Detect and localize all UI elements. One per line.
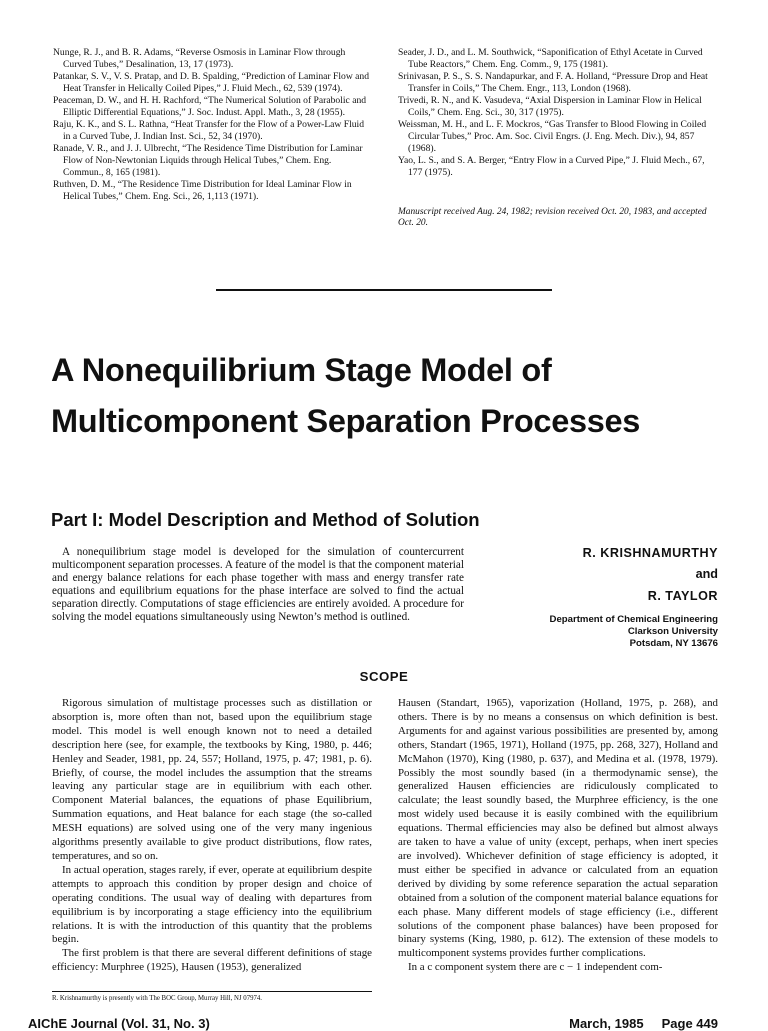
reference-entry: Raju, K. K., and S. L. Rathna, “Heat Transfer for the Flow of a Power-Law Fluid in a Curved Tube, J. Indian Inst. Sci., 52, 34 (1970). — [53, 119, 365, 142]
manuscript-note: Manuscript received Aug. 24, 1982; revision received Oct. 20, 1983, and accepted Oct. 20. — [398, 207, 707, 228]
reference-entry: Peaceman, D. W., and H. H. Rachford, “The Numerical Solution of Parabolic and Elliptic Differential Equations,” J. Soc. Indust. Appl. Math., 3, 28 (1955). — [53, 95, 367, 118]
reference-entry: Seader, J. D., and L. M. Southwick, “Saponification of Ethyl Acetate in Curved Tube Reactors,” Chem. Eng. Comm., 9, 175 (1981). — [398, 47, 703, 70]
references-left-column — [53, 47, 373, 203]
author-and: and — [695, 567, 718, 581]
paragraph: In a c component system there are c − 1 independent com- — [408, 961, 663, 974]
section-divider — [216, 289, 552, 291]
author-1: R. KRISHNAMURTHY — [582, 546, 718, 560]
reference-entry: Weissman, M. H., and L. F. Mockros, “Gas Transfer to Blood Flowing in Coiled Circular Tubes,” Proc. Am. Soc. Civil Engrs. (J. Eng. Mech. Div.), 94, 857 (1968). — [398, 119, 707, 154]
paragraph: In actual operation, stages rarely, if ever, operate at equilibrium despite attempts to approach this condition by proper design and choice of operating conditions. The usual way of dealing with departures from equilibrium is by incorporating a stage efficiency into the equilibrium relations. It is with the introduction of this quantity that the problems begin. — [52, 863, 372, 946]
abstract — [52, 546, 464, 624]
scope-right-column — [398, 697, 718, 975]
title-line-2: Multicomponent Separation Processes — [51, 403, 641, 439]
paragraph: Rigorous simulation of multistage processes such as distillation or absorption is, more often than not, based upon the equilibrium stage model. This model is well enough known not to need a detailed description here (see, for example, the textbooks by King, 1980, p. 446; Henley and Seader, 1981, pp. 24, 557; Holland, 1975, p. 47; 1981, p. 6). Briefly, of course, the model includes the assumption that the streams leaving any particular stage are in equilibrium with each other. Component Material balances, the equations of phase Equilibrium, Summation equations, and Heat balance for each stage (the so-called MESH equations) are solved using one of the very many ingenious algorithms presently available to give product distributions, flow rates, temperatures, and so on. — [52, 697, 372, 862]
footnote: R. Krishnamurthy is presently with The BOC Group, Murray Hill, NJ 07974. — [52, 995, 262, 1002]
scope-heading: SCOPE — [359, 669, 409, 684]
affiliation-university: Clarkson University — [627, 626, 718, 637]
title-line-1: A Nonequilibrium Stage Model of — [51, 352, 552, 388]
scope-left-column — [52, 697, 372, 975]
journal-footer: AIChE Journal (Vol. 31, No. 3) — [28, 1016, 210, 1031]
paragraph: Hausen (Standart, 1965), vaporization (Holland, 1975, p. 268), and others. There is by no means a consensus on which definition is best. Arguments for and against various possibilities are presented by, among others, Standart (1965, 1971), Holland (1975, pp. 268, 327), Holland and McMahon (1970), King (1980, p. 637), and Medina et al. (1978, 1979). Possibly the most soundly based (in a thermodynamic sense), the generalized Hausen efficiencies are ridiculously complicated to calculate; the least soundly based, the Murphree efficiency, is the one most widely used because it is easily combined with the equilibrium equations. Thermal efficiencies may also be defined but almost always are taken to have a value of unity (except, perhaps, when inert species are involved). Whichever definition of stage efficiency is adopted, it must either be specified in advance or calculated from an equation derived by dividing by some reference separation the actual separation obtained from a solution of the component material balance equations for each phase. Many different models of stage efficiency (i.e., different solutions of the component phase balances) have been proposed for binary systems (King, 1980, p. 612). The extension of these models to multicomponent systems provides further complications. — [398, 697, 718, 960]
abstract-text: A nonequilibrium stage model is developed for the simulation of countercurrent multicomponent separation processes. A feature of the model is that the component material and energy balance relations for each phase together with mass and energy transfer rate equations and equilibrium equations for the phase interface are solved to find the actual separation directly. Computations of stage efficiencies are entirely avoided. A procedure for solving the model equations simultaneously using Newton’s method is outlined. — [52, 546, 464, 623]
affiliation — [520, 614, 718, 650]
reference-entry: Trivedi, R. N., and K. Vasudeva, “Axial Dispersion in Laminar Flow in Helical Coils,” Chem. Eng. Sci., 30, 317 (1975). — [398, 95, 702, 118]
reference-entry: Ranade, V. R., and J. J. Ulbrecht, “The Residence Time Distribution for Laminar Flow of Non-Newtonian Liquids through Helical Tubes,” Chem. Eng. Commun., 8, 165 (1981). — [53, 143, 363, 178]
author-2: R. TAYLOR — [647, 589, 718, 603]
author-block — [520, 546, 718, 650]
affiliation-location: Potsdam, NY 13676 — [629, 638, 718, 649]
paragraph: The first problem is that there are several different definitions of stage efficiency: Murphree (1925), Hausen (1953), generalized — [52, 947, 372, 974]
reference-entry: Srinivasan, P. S., S. S. Nandapurkar, and F. A. Holland, “Pressure Drop and Heat Transfer in Coils,” The Chem. Engr., 113, London (1968). — [398, 71, 708, 94]
reference-entry: Patankar, S. V., V. S. Pratap, and D. B. Spalding, “Prediction of Laminar Flow and Heat Transfer in Helically Coiled Pipes,” J. Fluid Mech., 62, 539 (1974). — [53, 71, 370, 94]
page-footer: March, 1985 Page 449 — [569, 1016, 718, 1031]
part-title: Part I: Model Description and Method of Solution — [51, 509, 480, 530]
reference-entry: Nunge, R. J., and B. R. Adams, “Reverse Osmosis in Laminar Flow through Curved Tubes,” Desalination, 13, 17 (1973). — [53, 47, 346, 70]
reference-entry: Yao, L. S., and S. A. Berger, “Entry Flow in a Curved Pipe,” J. Fluid Mech., 67, 177 (1975). — [398, 155, 705, 178]
reference-entry: Ruthven, D. M., “The Residence Time Distribution for Ideal Laminar Flow in Helical Tubes,” Chem. Eng. Sci., 26, 1,113 (1971). — [53, 179, 352, 202]
affiliation-department: Department of Chemical Engineering — [549, 614, 718, 625]
article-title — [51, 350, 741, 441]
references-right-column — [398, 47, 718, 179]
footnote-rule — [52, 991, 372, 992]
